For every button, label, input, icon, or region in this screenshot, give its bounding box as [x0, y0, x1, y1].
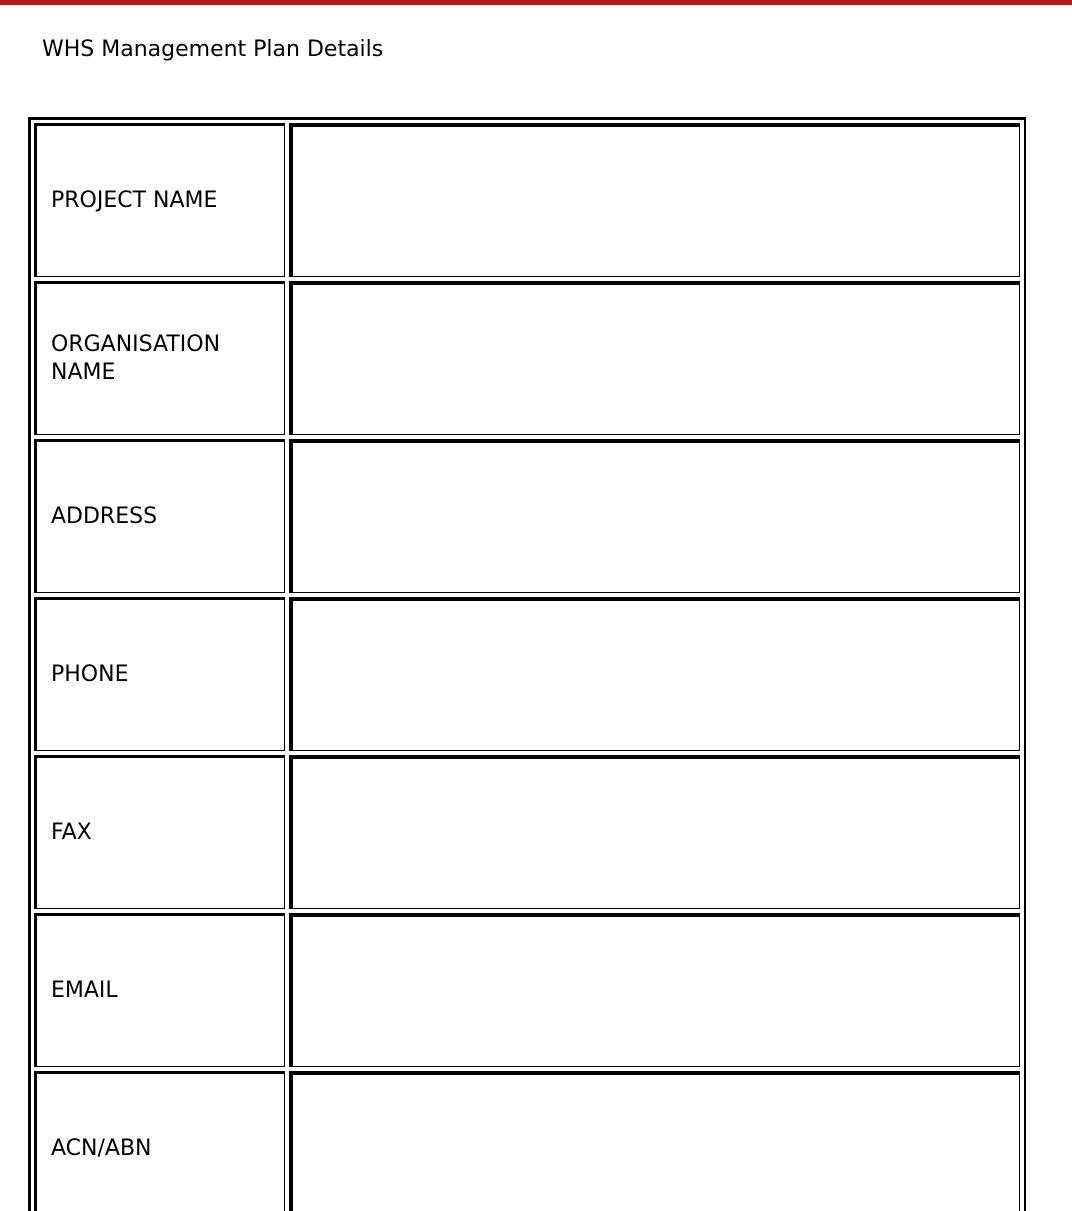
details-form-table: [28, 117, 1026, 1211]
form-row-organisation-name: [34, 281, 1020, 435]
fax-label: FAX: [51, 820, 92, 845]
project-name-label: PROJECT NAME: [51, 188, 218, 213]
field-label-cell: [34, 755, 285, 909]
email-field[interactable]: [289, 913, 1020, 1067]
organisation-name-label: ORGANISATION NAME: [51, 332, 221, 385]
form-row-fax: [34, 755, 1020, 909]
page-title: WHS Management Plan Details: [42, 37, 384, 62]
form-row-acn-abn: [34, 1071, 1020, 1211]
form-row-email: [34, 913, 1020, 1067]
field-label-cell: [34, 123, 285, 277]
field-label-cell: [34, 1071, 285, 1211]
fax-field[interactable]: [289, 755, 1020, 909]
project-name-field[interactable]: [289, 123, 1020, 277]
field-label-cell: [34, 281, 285, 435]
organisation-name-field[interactable]: [289, 281, 1020, 435]
acn-abn-field[interactable]: [289, 1071, 1020, 1211]
email-label: EMAIL: [51, 978, 118, 1003]
form-row-project-name: [34, 123, 1020, 277]
form-row-address: [34, 439, 1020, 593]
field-label-cell: [34, 597, 285, 751]
phone-field[interactable]: [289, 597, 1020, 751]
address-label: ADDRESS: [51, 504, 158, 529]
form-row-phone: [34, 597, 1020, 751]
header-accent-rule: [0, 0, 1072, 5]
field-label-cell: [34, 439, 285, 593]
phone-label: PHONE: [51, 662, 129, 687]
address-field[interactable]: [289, 439, 1020, 593]
acn-abn-label: ACN/ABN: [51, 1136, 152, 1161]
field-label-cell: [34, 913, 285, 1067]
